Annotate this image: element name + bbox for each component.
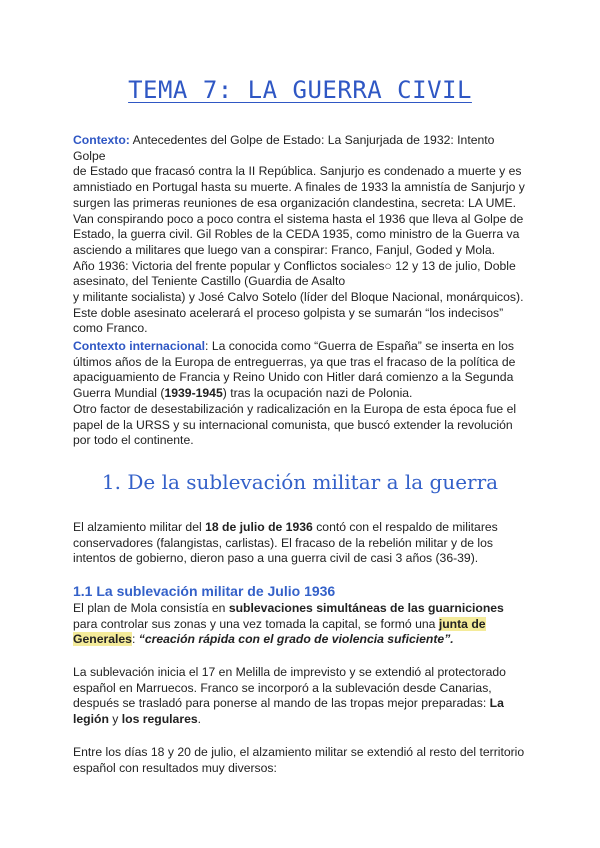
ctx-int-line: Otro factor de desestabilización y radicalización en la Europa de esta época fue el [73,401,517,416]
ctx-int-bold-years: 1939-1945 [164,386,223,401]
plan-line [73,632,528,648]
contexto-line: asciendo a militares que luego van a conspirar: Franco, Fanjul, Goded y Mola. [73,242,496,257]
sub-text: . [197,712,202,727]
section-1-heading: 1. De la sublevación militar a la guerra [101,470,499,494]
contexto-line [73,133,528,164]
ctx-int-line [73,386,528,402]
ctx-int-text: : La conocida como “Guerra de España” se inserta en los [205,339,514,353]
ctx-int-line: por todo el continente. [73,433,194,448]
section-1-line: conservadores (falangistas, carlistas). El fracaso de la rebelión militar y de los [73,535,493,550]
sub-text: después se trasladó para ponerse al mando de las tropas mejor preparadas: [73,696,490,711]
contexto-label: Contexto: [73,133,130,147]
contexto-paragraph [73,133,528,337]
ctx-int-text: Guerra Mundial ( [73,386,165,401]
plan-text: El plan de Mola consistía en [73,601,229,615]
sub-line [73,712,528,728]
sub-line [73,696,528,712]
ctx-int-line: últimos años de la Europa de entreguerras, ya que tras el fracaso de la política de [73,354,516,369]
page-title: TEMA 7: LA GUERRA CIVIL [128,76,472,104]
contexto-line: de Estado que fracasó contra la II República. Sanjurjo es condenado a muerte y es [73,164,522,179]
plan-text: para controlar sus zonas y una vez tomada la capital, se formó una [73,616,439,631]
s1-text: El alzamiento militar del [73,520,206,534]
plan-mola-paragraph [73,601,528,648]
contexto-line: asesinato, del Teniente Castillo (Guardia de Asalto [73,274,346,289]
section-1-intro [73,520,528,567]
ctx-int-line: papel de la URSS y su internacional comunista, que buscó extender la revolución [73,417,513,432]
la-bold: La [489,696,504,711]
sub-line: La sublevación inicia el 17 en Melilla de imprevisto y se extendió al protectorado [73,665,506,679]
junta-highlight: junta de [438,616,486,631]
contexto-line: amnistiado en Portugal hasta su muerte. A finales de 1933 la amnistía de Sanjurjo y [73,180,525,195]
generales-highlight: Generales [73,632,132,647]
s1-text: contó con el respaldo de militares [312,520,498,534]
legion-bold: legión [73,712,109,727]
plan-bold: sublevaciones simultáneas de las guarniciones [228,601,504,615]
quote-text: “creación rápida con el grado de violencia suficiente”. [138,632,454,647]
ext-line: español con resultados muy diversos: [73,760,277,775]
section-1-line: intentos de gobierno, dieron paso a una guerra civil de casi 3 años (36-39). [73,551,479,566]
regulares-bold: los regulares [121,712,198,727]
contexto-line: Este doble asesinato acelerará el proceso golpista y se sumarán “los indecisos” [73,305,504,320]
contexto-internacional-paragraph [73,339,528,449]
contexto-line: Van conspirando poco a poco contra el sistema hasta el 1936 que lleva al Golpe de [73,211,524,226]
contexto-text: Antecedentes del Golpe de Estado: La Sanjurjada de 1932: Intento Golpe [73,133,495,163]
ctx-int-text: ) tras la ocupación nazi de Polonia. [222,386,413,401]
ctx-int-line: apaciguamiento de Francia y Reino Unido con Hitler dará comienzo a la Segunda [73,370,514,385]
section-1-line [73,520,528,536]
sub-line: español en Marruecos. Franco se incorporó a la sublevación desde Canarias, [73,680,492,695]
s1-bold-date: 18 de julio de 1936 [205,520,313,534]
subsection-1-1-heading: 1.1 La sublevación militar de Julio 1936 [73,583,336,599]
contexto-line: y militante socialista) y José Calvo Sotelo (líder del Bloque Nacional, monárquicos). [73,290,524,305]
ext-line: Entre los días 18 y 20 de julio, el alzamiento militar se extendió al resto del territorio [73,745,525,759]
sub-text: y [108,712,122,727]
contexto-internacional-label: Contexto internacional [73,339,206,353]
plan-line [73,617,528,633]
contexto-line: surgen las primeras reuniones de esa organización clandestina, secreta: LA UME. [73,195,517,210]
extension-paragraph [73,745,528,776]
contexto-line: Año 1936: Victoria del frente popular y Conflictos sociales○ 12 y 13 de julio, Doble [73,258,516,273]
contexto-line: Estado, la guerra civil. Gil Robles de la CEDA 1935, como ministro de la Guerra va [73,227,520,242]
plan-line [73,601,528,617]
plan-text: : [131,632,139,647]
sublevacion-paragraph [73,665,528,728]
ctx-int-line [73,339,528,355]
contexto-line: como Franco. [73,321,148,336]
